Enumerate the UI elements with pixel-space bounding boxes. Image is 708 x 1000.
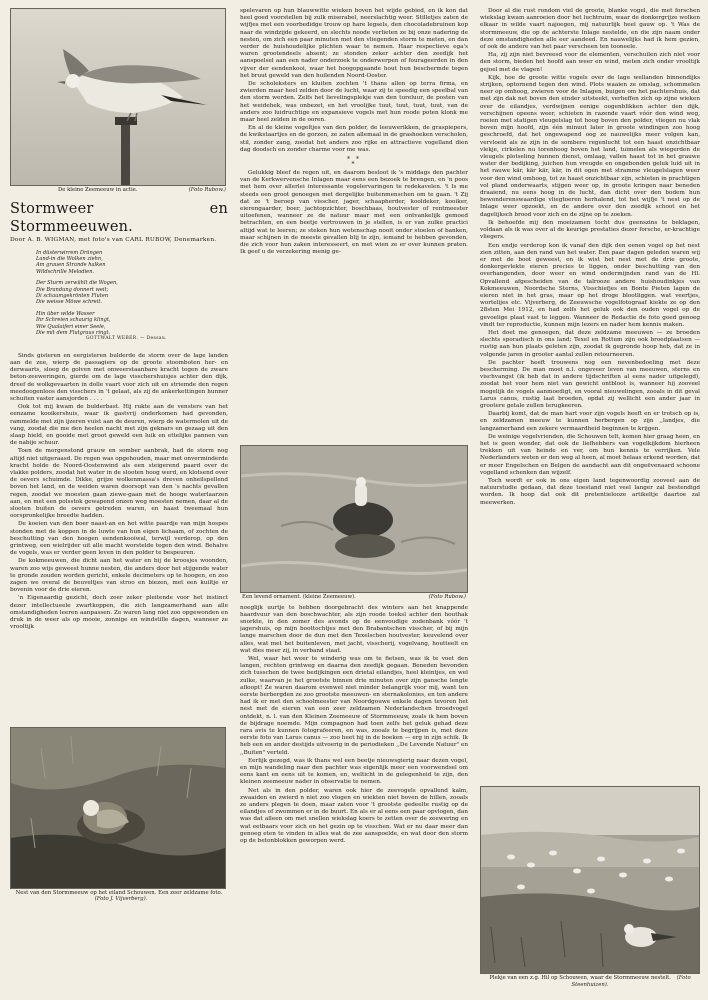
poem-line: Ihr Schreien schaurig klingt, [36,317,111,324]
middle-photo-caption-text: Een levend ornament. (kleine Zeemeeuw). [242,594,356,600]
paragraph: De weinige vogelvrienden, die Schouwen telt, komen hier graag heen, en het is geen wonder, dat ook de liefhebbers van vogelkijkdom hierheen trekken uit van heinde en ver, om hun kennis te verrijken. Vele Nederlanders weten er den weg al heen, al moet helaas erkend worden, dat er meer Engelschen en Belgen de aandacht aan dit ongeëvenaard schoone vogelland schenken dan wijzelf. [480,433,700,476]
paragraph: Gelukkig bleef de regen uit, en daarom besloot ik 's middags den pachter van de Kerkwervensche Inlagen maar eens een bezoek te brengen, en 'n poos met hem over allerlei interessante vogelervaringen te redekavelen. 't Is me steeds een groot genoegen met dergelijke buitenmenschen om te gaan. 't Zij dat ze 't beroep van visscher, jager, schaapherder, kooldeker, kooiker, eierengaarder, boer, jachtopzichter, boschbaas, houtvester of rentmeester uitoefenen, wanneer ze de natuur maar met een ontvankelijk gemoed betrachten, en een beetje vertrouwen in je stellen, is er van zulke practici altijd wat te leeren; ze steken hun wetenschap nooit onder stoelen of banken, maar schijnen in de meeste gevallen blij te zijn, iemand te hebben gevonden, die zich voor hun zaken interesseert, en met wien ze er over kunnen praten. Ik geef u de verzekering menig ge- [240,170,468,256]
gull-on-rock-image [241,446,467,592]
middle-photo-credit: (Foto Rubow.) [428,594,466,600]
right-body-text [480,8,700,780]
poem-line: Am grauen Strande halken [36,262,106,269]
poem-line: Die weisse Möwe schreit. [36,299,102,306]
paragraph: Sinds gisteren en eergisteren bulderde de storm over de lage landen aan de zee, wierp de passagiers op de groote stoomboten her- en derwaarts, sloeg de golven met onweerstaanbare kracht tegen de zware beton-zeeweringen, gierde om de lage visschershuisjes achter den dijk, dreef de wolkgevaarten in dolle vaart voor zich uit en striemde den regen meedoogenloos den visschers in 't gelaat, als zij de ankerkettingen hunner schuiten vaster aansjorden . . . . [10,352,228,402]
nest-photo-caption-text: Nest van den Stormmeeuw op het eiland Schouwen. Een zeer zeldzame foto. [15,889,223,896]
paragraph: Kijk, hoe de groote witte vogels over de lage wellanden binnendijks strijken, optornend tegen den wind. Plots waaien ze omslag, schommelen neer op omhoog, zwieren voor de Inlagen, buigen om het pachtershuis, dat met zijn dak net boven den einder uitsteekt, verheffen zich op zijne wieken over de eilandjes, verdwijnen eenige oogenblikken achter den dijk, verschijnen opeens weer, schieten in razende vaart vóór den wind weg, roeien met statigen vleugelslag tot hoog boven den polder, vliegen nu vlak boven mijn hoofd, zijn één minuut later in groote windingen zoo hoog geschroefd, dat het ongewapend oog ze nauwelijks meer volgen kan, vervloeid als ze zijn in de sombere regenlucht tot een haast onzichtbaar vlekje, cirkelen nu torenhoog boven het land, tuimelen als wiegerden de vleugels plotseling hunnen dienst, omlaag, vallen haast tot in het grauwe water der bedijking, juichen hun vreugde en ongebonden geluk luid uit in het rauwe kär, kär kär, kär, in dit ogen met stramme vleugelslagen weer voor den wind omhoog, tot ze haast onzichtbaar zijn, schieten in prachtigen vol pland onderwaarts, stijgen weer op, in groote kringen naar beneden draaiend, nu eens hoog in de lucht, dan dicht over den bodem hun bewonderenswaardige vliegtoeren herhalend, tot het wijfje 't nest op de Inlage weer opzoekt, en de andere over den zeedijk schoot en het dagelijksch brood voor zich en de zijne op te zoeken. [480,74,700,218]
poem-line: In düsterwirrem Drängen [36,249,103,256]
nest-photo-caption [10,890,228,903]
paragraph: Ha, zij zijn niet bevreesd voor de elementen, verschuilen zich niet voor den storm, bieden het hoofd aan weer en wind, meten zich onder vrooltijk gejoel met de vlagen! [480,52,700,73]
paragraph: De koeien van den boer naast-an en het witte paardje van mijn hospes stonden met de koppen in de luwte van hun eigen lichaam, of zochten de beschutting van den hoogen eendenkooiwal, terwijl verderop, op den grintweg, een wielrijder uit alle macht worstelde tegen den wind. Behalve de vogels, was er verder geen leven in den polder te bespeuren. [10,521,228,557]
column-middle [240,8,468,990]
article-title: Stormweer en Stormmeeuwen. [10,200,228,235]
poem-line: Wildschrille Melodien. [36,268,95,275]
nest-image [11,728,225,888]
column-left [10,8,228,907]
middle-body-text-upper [240,8,468,441]
poem-line: Die mit dem Flutgraus ringt. [36,329,111,336]
paragraph: Daarbij komt, dat de man hart voor zijn vogels heeft en er trotsch op is, en zeldzamen meeuw te kunnen herbergen op zijn ,,landjes, die langzamerhand een zekere vermaardheid beginnen te krijgen. [480,411,700,432]
poem-line: Die Brandung donnert weit; [36,286,109,293]
poem-author: GOTTWALT WEBER. — Dessau. [86,336,167,342]
paragraph: 'n Eigenaardig gezicht, doch zeer zeker pleitende voor het instinct dezer intellectueele zwartkoppen, die zich langzamerhand aan alle omstandigheden leeren aanpassen. Ze waren lang niet zoo opgewonden en druk in de weer als op mooie, zonnige en windstille dagen, wanneer ze vrooltijk [10,595,228,631]
paragraph: Net als in den polder, waren ook hier de zeevogels opvallend kalm, zwaaiden en zwierd n niet zoo vlogen en wiekten niet boven de hillen, zooals ze anders plegen te doen, maar zaten voor 't grootste gedeelte rustig op de eilandjes of zwommen er in de buurt. En als er al eens een paar opvlogen, dan was dat alleen om met snellen wiekslag koers te zetten over de zeewering en wat eetbaars voor zich en het gezin op te visschen. Wat er nu daar meer dan genoeg eten te vinden in alles wat de zee aanspoelde, en wat door den storm op de betonblokken geworpen werd. [240,787,468,844]
poem-line: Der Sturm zerwühlt die Wogen, [36,280,118,287]
top-photo-caption [10,187,228,194]
paragraph: Toen de morgenstond grauw en somber aanbrak, had de storm nog altijd niet uitgeraasd. De regen was opgehouden, maar met onverminderde kracht holde de Noord-Oostenwind als een steigerend paard over de vlakke polders, zoodat het water in de slooten hoog werd, en klotsend over de oevers schuimde. Dikke, grijze wolkenmassa's dreven onheilspellend boven het land, en de weiden waren doorsopt van den 's nachts gevallen regen, zoodat we moesten gaan ziewe-gaan met de hooge waterlaarzen aan, en met een polsstok gewapend onzen weg moesten nemen, daar al de slooten buiten de oevers getreden waren, en haast tweemaal hun oorspronkelijke breedte hadden. [10,448,228,520]
colony-photo-caption-text: Plekje van een z.g. Hil op Schouwen, waar de Stormmeeuw nestelt. [489,975,671,981]
left-body-text [10,353,228,723]
paragraph: Een endje verderop kon ik vanaf den dijk den eenen vogel op het nest zien zitten, aan den rand van het water. Een paar dagen geleden waren wij er met de boot geweest, en ik wist het nest met de drie groote, donkergevlekte eieren precies te liggen, onder beschutting van den overhangenden, door weer en wind ondermijnden rand van de Hl. Opvallend afgescheiden van de talrooze andere huishoudinkjes van Kokmeeuwen, Noordsche Sterns, Visschiefjes en Bonte Pieten lagen de eieren niet in het gras, maar op het droge blootliggen. wat veertjes, wortelijes etc. Vijverberg, de Zeeuwsche vogelfotograaf kiekte ze op den 28sten Mei 1912, en had zelfs het geluk ook den ouden vogel op de gevoelige plaat vast te leggen. Wanneer de Redactie de foto goed genoeg vindt ter reproductie, kunnen mijn lezers en nader hem kennis maken. [480,242,700,328]
article-byline: Door A. B. WIGMAN, met foto's van CARL RUBOW, Denemarken. [10,236,217,243]
stormmeeuw-nest-photo [10,727,226,889]
paragraph: De scholeksters en kluiten zochten 't thans allen op terra firma, en zwierden maar heel zelden door de lucht, waar zij te speedig een speelbal van den storm werden. Zelfs het lievelingsplekje van den tureluur, de posten van het weidehek, was onbezet, en het vroolijke tuut, tuut, tuut, tuut, van de anders zoo luidruchtige en expansieve vogels met hun roode poten klonk me maar heel zelden in de ooren. [240,81,468,124]
poem-line: Di schaumgekrönten Fluten [36,292,109,299]
colony-photo-credit: (Foto Steenhuizen). [571,975,691,988]
column-right [480,8,700,992]
paragraph: Toch wordt er ook in ons eigen land tegenwoordig zooveel aan de natuurstudie gedaan, dat deze toestand niet veel langer zal bestendigd worden. Ik hoop dat ook dit pretentielooze artikeltje daartoe zal meewerken. [480,478,700,506]
gull-on-rock-photo [240,445,468,593]
paragraph: Ook tot mij kwam de bulderbast. Hij rukte aan de vensters van het eenzame kooikershuis, waar ik gastvrij onderkomen had gevonden, rammelde met zijn ijzeren vuist aan de deuren, wierp de watermolen uit de vang, zoodat die me den heelen nacht met zijn geknars en gezaag uit den slaap hield, en gooide met groot geweld een luik en ettelijke pannen van de nabije schuur. [10,404,228,447]
gull-on-post-image [11,9,225,185]
top-photo-caption-text: De kleine Zeemeeuw in actie. [58,187,138,193]
poem-line: Hin über wilde Wasser [36,310,95,317]
paragraph: noeglijk uurtje te hebben doorgebracht des winters aan het knappende haardvuur van den boschwachter, als zijn roode toeksl achter den houthak snorkte, in den zomer des avonds op de eenvoudige zodenbank vóór 't jagershuis, op mijn boottochtjes met den Brabantschen visscher, of bij mijn lange marschen door de dun met den Texelschen houtvester, keuvelend over alles, wat met het buitenleven, met jacht, visscherij, vogelvang, houtteelt en wat dies meer zij, in verband staat. [240,604,468,654]
paragraph: Het doet me genoegen, dat deze zeldzame meeuwen — ze broeden slechts sporadisch in ons land; Texel en Rottum zijn ook broedplaatsen — rustig aan hun plaats geleten zijn, zoodat ik gegronde hoop heb, dat ze in volgende jaren in grooter aantal zullen retourneeren. [480,329,700,358]
paragraph: Ik behoefde mij den moeizamen tocht dus geenszins te beklagen, voldaan als ik was over al de keurige prestaties dezer forsche, er-krachtige vliegers. [480,219,700,241]
colony-photo-caption [480,975,700,988]
section-separator: * * * [347,156,361,169]
nest-photo-credit: (Foto J. Vijverberg). [94,896,148,903]
paragraph: De pachter heeft trouwens nog een nevenbedoeling met deze bescherming. De man moet n.l. ongeveer leven van meeuwen, sterns en vischvangst (ik heb dat in andere tijdschriften al eens nader uitgelegd), zoodat het voor hem niet van gewicht ontbloot is, wanneer hij zooveel mogelijk de vogels aanmoedigt, en vooral nieuwelingen, zooals in dit geval Larus canus, rustig laat broeden, opdat zij wellicht een ander jaar in grootere getale zullen terugkeeren. [480,359,700,409]
paragraph: Wel, waar het weer te winderig was om te fietsen, was ik te voet den langen, rechten grintweg en daarna den zeedijk gegaan. Beneden bevonden zich tusschen de twee bedijkingen een drietal eilandjes, heel kleintjes, en wel zulke, waarvan je het grootste binnen drie minuten over zijn gansche lengte afloopt! Ze waren daarom evenwel niet minder belangrijk voor mij, want ten eerste herbergden ze zoo grootste meeuwen- en sternakolonies, en ten andere had ik er met den schoolmeester van Noordgouwe enkele dagen tevoren het nest met de eieren van een zeer zeldzamen Nederlandschen broedvogel ontdekt, n. l. van den Kleinen Zeemeeuw of Stormmeeuw, zoals ik hem boven de bijdrage noemde. Mijn compagnon had toen zelfs het geluk gehad deze rara avis te kunnen fotografeeren, en was, zooals te begrijpen is, met deze eerste foto van Larus canus — zoo heet hij in de boeken — erg in zijn schik. Ik heb een en ander destijds uitvoerig in de periodieken ,,De Levende Natuur" en ,,Buiten" verteld. [240,655,468,756]
poem-line: Wie Qualaiferi einer Seele, [36,323,106,330]
poem-line: Land-in die Wolken ziehn, [36,255,103,262]
gull-on-post-photo [10,8,226,186]
paragraph: De kokmeeuwen, die dicht aan het water en bij de kroosjes woonden, waren zoo wijs geweest hunne nesten, die anders door het stijgende water te gronde zouden worden gericht, enkele decimeters op te hoogen, en zoo zagen we overal de beuveltjes van stroo en biezen, met een kuiltje er bovenin voor de drie eieren. [10,558,228,594]
poem [36,250,228,343]
colony-image [481,787,699,973]
top-photo-credit: (Foto Rubow.) [188,187,226,193]
paragraph: spelevaren op hun blauwwitte wieken boven het wijde gebied, en ik kon dat heel goed voorstellen bij zulk miserabel, neerslachtig weer. Stilletjes zaten de wijfjes met een voorbedidge trouw op hare legsels, den chocoladebruinen kop naar de windzijde gekeerd, en slechts noode verlieten ze bij onze nadering de nesten, om zich een paar minuten met den vliegenden storm te meten, en dan verder de huishoudelijke plichten waar te nemen. Haar respectieve ega's waren grootendeels absent; ze stonden zeker achter den zeedijk het aanspoelsel aan een nader onderzoek te onderwerpen of fourageerden in den vijver der eendenkooi, waar het hoogopgaande hout hun beschermde tegen het bruut geweld van den huilenden Noord-Ooster. [240,8,468,79]
schouwen-colony-photo [480,786,700,974]
paragraph: En al de kleine vogeltjes van den polder, de leeuwerikken, de graspiepers, de kwikstaartjes en de gorzen, ze zaten allemaal in de grashoeken verscholen, stil, zonder zang, zoodat het anders zoo rijke en attractieve vogelland dien dag doodsch en zonder charme voor me was. [240,125,468,153]
middle-photo-caption [240,594,468,601]
paragraph: Eerlijk gezegd, was ik thans wel een beetje nieuwsgierig naar dezen vogel, en mijn wandeling naar den pachter was eigenlijk meer een voorwendsel om eens kant en eens uit te komen, en, welticht in de gelegenheid te zijn, den kleinen zeemeeuw nader in observatie te nemen. [240,757,468,786]
middle-body-text-lower [240,605,468,990]
paragraph: Door al die rust rondom viel de groote, blanke vogel, die met forschen wiekslag kwam aanroeien door het luchtruim, waar de donkergrijze wolken elkaar in wilde vaart najoegen, mij natuurlijk heel gauw op. 't Was de stormmeeuw, die op de achterste Inlage nestelde, en die zijn naam onder deze omstandigheden alle eer aandeed. En nauwelijks had ik hem gezien, of ook de andere van het paar verscheen ten tooneele. [480,8,700,51]
